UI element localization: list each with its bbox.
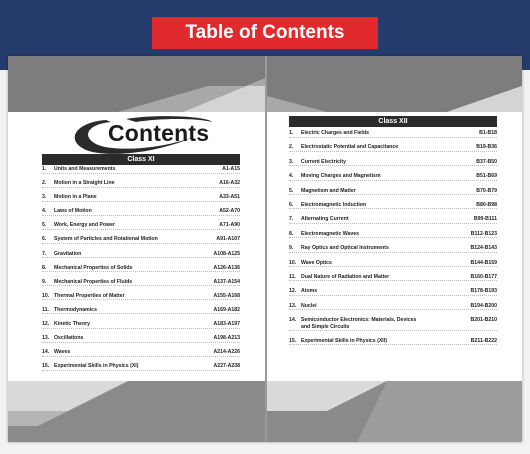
page-range: B144-B159 — [470, 259, 497, 266]
page-range: A155-A168 — [213, 292, 240, 299]
bottom-decoration — [267, 381, 522, 442]
page-range: A91-A107 — [216, 236, 240, 243]
page-range: A71-A90 — [219, 222, 240, 229]
chapter-title: Atoms — [301, 288, 318, 295]
page-range: B37-B50 — [476, 158, 497, 165]
chapter-number: 5. — [42, 222, 47, 229]
toc-row — [42, 251, 240, 259]
chapter-number: 1. — [42, 166, 47, 172]
toc-row — [289, 144, 497, 152]
page-range: B124-B143 — [470, 245, 497, 252]
chapter-title: Waves — [54, 349, 71, 356]
chapter-title: Mechanical Properties of Fluids — [54, 278, 133, 285]
chapter-number: 11. — [42, 306, 49, 313]
toc-row — [289, 245, 497, 253]
toc-row — [289, 188, 497, 196]
toc-row — [42, 236, 240, 244]
left-page — [8, 56, 266, 442]
chapter-number: 13. — [289, 302, 297, 309]
chapter-title: Kinetic Theory — [54, 321, 91, 328]
page-range: B112-B123 — [470, 230, 497, 237]
chapter-number: 14. — [289, 317, 297, 324]
page-range: A227-A238 — [213, 363, 240, 370]
chapter-number: 5. — [289, 187, 294, 194]
page-range: A33-A51 — [219, 194, 240, 201]
page-range: B70-B79 — [476, 187, 497, 194]
chapter-title: Motion in a Plane — [54, 194, 97, 201]
chapter-title: Moving Charges and Magnetism — [301, 173, 381, 180]
chapter-number: 2. — [289, 144, 294, 151]
chapter-title: Laws of Motion — [54, 208, 92, 215]
chapter-title: Wave Optics — [301, 259, 332, 266]
page-range: A183-A197 — [213, 321, 240, 328]
chapter-title: Thermal Properties of Matter — [54, 292, 125, 299]
page-range: A16-A32 — [219, 180, 240, 187]
page-range: A137-A154 — [213, 278, 240, 285]
chapter-title: Motion in a Straight Line — [54, 180, 115, 187]
page-range: A52-A70 — [219, 208, 240, 215]
class-xi-heading: Class XI — [42, 154, 240, 165]
chapter-number: 11. — [289, 273, 296, 280]
bottom-decoration — [8, 381, 266, 442]
chapter-title: Electrostatic Potential and Capacitance — [301, 144, 399, 151]
page-range: B1-B18 — [479, 130, 497, 136]
page-range: A198-A213 — [213, 335, 240, 342]
toc-row — [289, 231, 497, 239]
chapter-title: Experimental Skills in Physics (XII) — [301, 337, 387, 344]
chapter-title: Semiconductor Electronics: Materials, Devices and Simple Circuits — [301, 317, 417, 330]
toc-row — [42, 166, 240, 174]
top-decoration — [8, 56, 266, 112]
chapter-title: Gravitation — [54, 250, 82, 257]
toc-row — [289, 216, 497, 224]
chapter-number: 15. — [42, 363, 50, 370]
chapter-title: Thermodynamics — [54, 306, 97, 313]
toc-row — [42, 279, 240, 287]
chapter-number: 6. — [42, 236, 47, 243]
chapter-number: 4. — [42, 208, 47, 215]
chapter-number: 15. — [289, 337, 297, 344]
chapter-number: 10. — [42, 292, 50, 299]
toc-row — [42, 180, 240, 188]
page-range: A108-A125 — [213, 250, 240, 257]
chapter-title: Electromagnetic Waves — [301, 230, 360, 237]
page-range: B19-B36 — [476, 144, 497, 151]
page-range: A169-A182 — [213, 306, 240, 313]
top-decoration — [267, 56, 522, 112]
toc-row — [289, 317, 497, 331]
toc-row — [289, 288, 497, 296]
toc-row — [42, 265, 240, 273]
chapter-title: Dual Nature of Radiation and Matter — [301, 273, 390, 280]
chapter-title: Alternating Current — [301, 216, 349, 223]
page-range: B201-B210 — [470, 317, 497, 324]
toc-row — [42, 335, 240, 343]
toc-row — [42, 363, 240, 371]
chapter-number: 6. — [289, 201, 294, 208]
page-range: B211-B222 — [470, 337, 497, 344]
chapter-title: Units and Measurements — [54, 166, 116, 172]
chapter-number: 8. — [289, 230, 294, 237]
chapter-title: Ray Optics and Optical Instruments — [301, 245, 389, 252]
chapter-title: Nuclei — [301, 302, 317, 309]
toc-row — [289, 274, 497, 282]
toc-row — [42, 307, 240, 315]
chapter-number: 9. — [289, 245, 294, 252]
chapter-number: 7. — [289, 216, 294, 223]
class-xii-heading: Class XII — [289, 116, 497, 127]
page-range: A214-A226 — [213, 349, 240, 356]
chapter-number: 9. — [42, 278, 47, 285]
toc-row — [289, 173, 497, 181]
toc-row — [42, 208, 240, 216]
chapter-number: 1. — [289, 130, 294, 136]
toc-class-xi — [42, 166, 240, 377]
chapter-title: Electric Charges and Fields — [301, 130, 370, 136]
page-range: B80-B98 — [476, 201, 497, 208]
toc-row — [42, 222, 240, 230]
chapter-number: 4. — [289, 173, 294, 180]
toc-row — [42, 349, 240, 357]
toc-row — [289, 159, 497, 167]
toc-row — [289, 303, 497, 311]
chapter-number: 12. — [42, 321, 50, 328]
toc-class-xii — [289, 130, 497, 352]
chapter-number: 14. — [42, 349, 50, 356]
chapter-number: 7. — [42, 250, 47, 257]
chapter-title: Mechanical Properties of Solids — [54, 264, 133, 271]
page-range: B99-B111 — [473, 216, 497, 223]
page-range: B178-B193 — [470, 288, 497, 295]
page-range: A126-A136 — [213, 264, 240, 271]
contents-logo-text: Contents — [108, 120, 210, 146]
toc-row — [42, 194, 240, 202]
chapter-number: 12. — [289, 288, 297, 295]
toc-row — [42, 293, 240, 301]
chapter-number: 3. — [42, 194, 47, 201]
chapter-number: 13. — [42, 335, 50, 342]
chapter-number: 3. — [289, 158, 294, 165]
chapter-number: 8. — [42, 264, 47, 271]
toc-row — [289, 260, 497, 268]
chapter-title: Oscillations — [54, 335, 84, 342]
chapter-number: 2. — [42, 180, 47, 187]
chapter-title: Electromagnetic Induction — [301, 201, 367, 208]
chapter-title: Magnetism and Matter — [301, 187, 356, 194]
toc-row — [42, 321, 240, 329]
toc-row — [289, 202, 497, 210]
chapter-title: Experimental Skills in Physics (XI) — [54, 363, 139, 370]
page-range: A1-A15 — [222, 166, 240, 172]
page-range: B160-B177 — [470, 273, 497, 280]
chapter-title: Current Electricity — [301, 158, 346, 165]
chapter-number: 10. — [289, 259, 297, 266]
toc-row — [289, 130, 497, 138]
chapter-title: Work, Energy and Power — [54, 222, 116, 229]
chapter-title: System of Particles and Rotational Motion — [54, 236, 158, 243]
page-range: B51-B69 — [476, 173, 497, 180]
right-page — [267, 56, 522, 442]
toc-row — [289, 338, 497, 346]
page-range: B194-B200 — [470, 302, 497, 309]
page-title: Table of Contents — [152, 17, 378, 49]
open-book — [8, 56, 522, 442]
